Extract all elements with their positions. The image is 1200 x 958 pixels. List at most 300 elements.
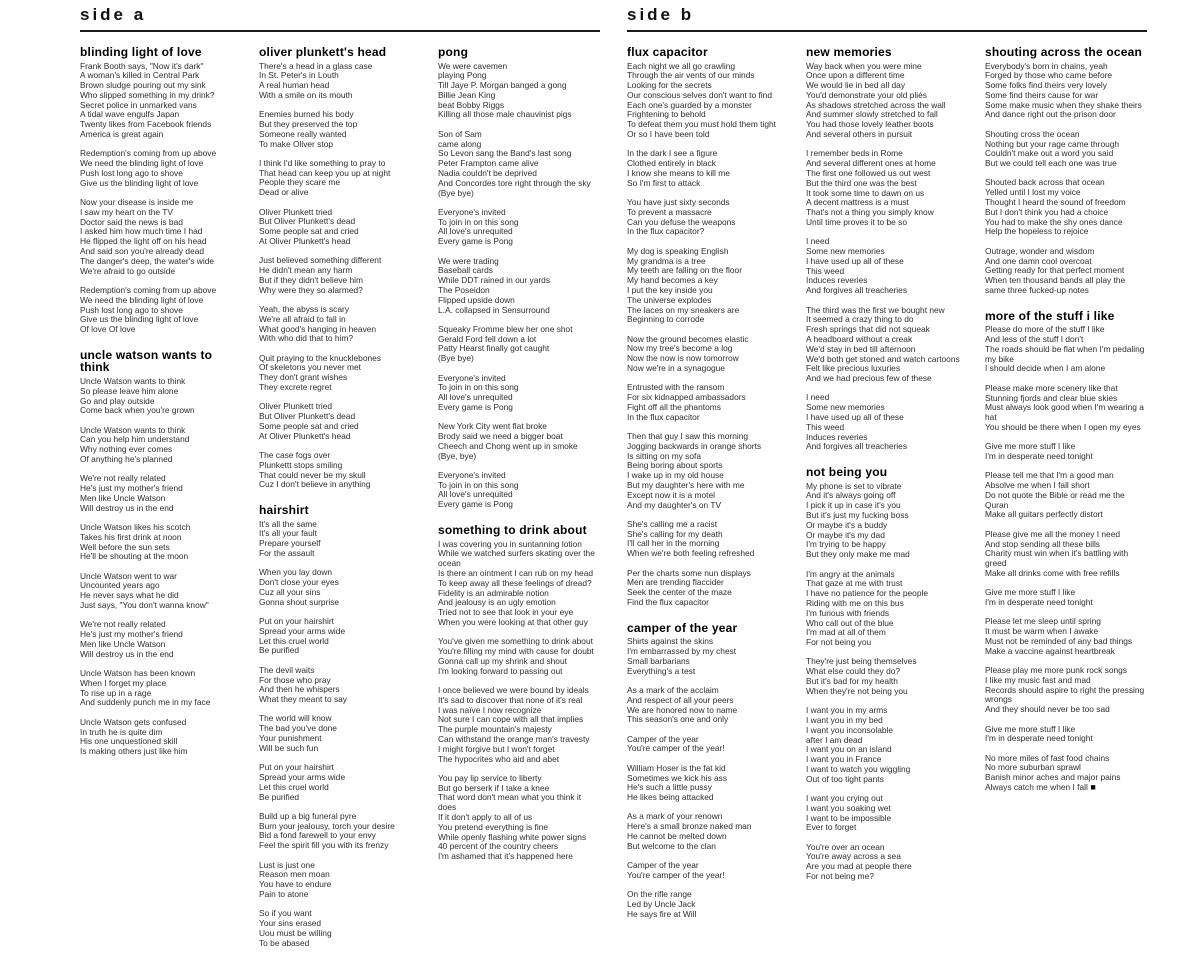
lyric-line: Uncle Watson wants to think: [80, 375, 186, 386]
lyric-stanza: [80, 474, 240, 513]
lyric-line: To join in on this song: [438, 479, 519, 490]
lyric-line: Enemies burned his body: [259, 109, 354, 120]
lyric-line: So Levon sang the Band's last song: [438, 148, 572, 159]
lyric-line: But Oliver Plunkett's dead: [259, 216, 356, 227]
lyric-stanza: [985, 62, 1145, 121]
lyric-line: Pain to atone: [259, 888, 309, 899]
lyric-line: Please tell me that I'm a good man: [985, 470, 1114, 481]
lyric-line: For the assault: [259, 548, 315, 559]
lyric-line: And respect of all your peers: [627, 694, 734, 705]
lyric-line: Bid a fond farewell to your envy: [259, 830, 376, 841]
lyric-line: The Poseidon: [438, 284, 490, 295]
song-title: pong: [438, 45, 469, 59]
lyric-line: And summer slowly stretched to fall: [806, 109, 938, 120]
lyric-line: And one damn cool overcoat: [985, 255, 1092, 266]
lyric-line: They don't grant wishes: [259, 372, 348, 383]
lyric-line: Just says, "You don't wanna know": [80, 600, 209, 611]
lyric-line: The case fogs over: [259, 450, 331, 460]
lyric-line: But welcome to the clan: [627, 840, 716, 851]
lyric-line: Uncle Watson gets confused: [80, 716, 187, 727]
lyric-line: Give me more stuff I like: [985, 587, 1076, 598]
lyric-line: Each night we all go crawling: [627, 60, 736, 71]
lyric-line: 40 percent of the country cheers: [438, 841, 559, 852]
lyric-line: That head can keep you up at night: [259, 167, 391, 178]
lyric-line: I'm angry at the animals: [806, 568, 895, 579]
lyric-line: I'm ashamed that it's happened here: [438, 851, 573, 862]
lyric-stanza: [806, 657, 966, 696]
lyric-line: A real human head: [259, 80, 330, 91]
lyric-stanza: [806, 482, 966, 560]
lyric-line: I think I'd like something to pray to: [259, 157, 386, 168]
lyric-line: As shadows stretched across the wall: [806, 99, 946, 110]
lyric-line: (Bye bye): [438, 353, 474, 364]
lyric-line: Brody said we need a bigger boat: [438, 431, 563, 441]
lyric-line: Of love Of love: [80, 324, 136, 335]
lyric-line: Of skeletons you never met: [259, 362, 361, 373]
lyric-line: Every game is Pong: [438, 236, 513, 247]
lyric-line: It must be warm when I awake: [985, 626, 1099, 637]
lyric-line: Now your disease is inside me: [80, 197, 194, 208]
lyric-line: Or so I have been told: [627, 129, 710, 140]
lyric-line: Make all drinks come with free refills: [985, 567, 1120, 578]
lyric-line: It's sad to discover that none of it's real: [438, 694, 583, 705]
lyric-line: I once believed we were bound by ideals: [438, 684, 589, 695]
lyric-line: You pretend everything is fine: [438, 821, 549, 832]
lyric-stanza: [259, 861, 419, 900]
lyric-line: Here's a small bronze naked man: [627, 821, 752, 832]
lyric-line: To join in on this song: [438, 382, 519, 393]
lyric-line: Couldn't make out a word you said: [985, 148, 1114, 159]
lyric-line: Induces reveries: [806, 275, 868, 286]
lyric-stanza: [438, 686, 598, 764]
lyric-stanza: [259, 256, 419, 295]
song-title: camper of the year: [627, 620, 738, 635]
lyrics-column: [806, 46, 966, 891]
lyric-line: Until time proves it to be so: [806, 216, 908, 227]
lyric-line: Please make more scenery like that: [985, 382, 1118, 393]
lyric-line: We'd both get stoned and watch cartoons: [806, 353, 960, 364]
lyric-line: As a mark of the acclaim: [627, 684, 719, 695]
lyric-line: We'd stay in bed till afternoon: [806, 343, 916, 354]
lyric-line: I want you in my arms: [806, 705, 888, 716]
lyric-line: Patty Hearst finally got caught: [438, 343, 550, 354]
lyric-line: I pick it up in case it's you: [806, 500, 901, 511]
lyric-stanza: [80, 620, 240, 659]
lyric-line: When we're both feeling refreshed: [627, 548, 755, 559]
lyric-line: Per the charts some nun displays: [627, 567, 751, 578]
lyric-line: Stunning fjords and clear blue skies: [985, 392, 1118, 403]
lyric-line: He flipped the light off on his head: [80, 236, 207, 247]
song-title: hairshirt: [259, 503, 309, 518]
lyric-line: Baseball cards: [438, 265, 493, 276]
lyric-line: So if you want: [259, 908, 312, 919]
lyric-line: My phone is set to vibrate: [806, 480, 902, 491]
lyric-line: Nadia couldn't be deprived: [438, 167, 537, 178]
lyric-line: No more miles of fast food chains: [985, 752, 1110, 763]
lyric-line: And said son you're already dead: [80, 246, 205, 257]
lyric-line: beat Bobby Riggs: [438, 99, 505, 110]
lyric-stanza: [80, 198, 240, 276]
lyric-line: In the dark I see a figure: [627, 148, 718, 159]
lyric-line: He's just my mother's friend: [80, 629, 183, 640]
lyric-line: I want you soaking wet: [806, 802, 891, 813]
lyric-line: Is making others just like him: [80, 746, 188, 757]
lyric-line: Redemption's coming from up above: [80, 148, 217, 159]
lyric-stanza: [985, 130, 1145, 169]
lyric-line: So I'm first to attack: [627, 177, 701, 188]
lyric-stanza: [985, 247, 1145, 296]
lyric-stanza: [985, 442, 1145, 462]
lyric-line: I'm trying to be happy: [806, 539, 886, 550]
lyric-line: You're camper of the year!: [627, 869, 725, 880]
lyric-line: Now the now is now tomorrow: [627, 353, 739, 364]
lyric-line: Now the ground becomes elastic: [627, 333, 749, 344]
lyric-line: I want to be impossible: [806, 812, 892, 823]
lyric-stanza: [985, 754, 1145, 793]
lyric-line: I'm embarrassed by my chest: [627, 646, 737, 657]
lyric-line: She's calling for my death: [627, 528, 723, 539]
lyric-line: But we could tell each one was true: [985, 158, 1117, 169]
lyric-line: Cuz I don't believe in anything: [259, 479, 371, 490]
lyric-line: Some new memories: [806, 402, 885, 413]
lyric-line: While DDT rained in our yards: [438, 275, 551, 286]
lyric-line: It's all your fault: [259, 528, 317, 539]
lyric-line: Not sure I can cope with all that implies: [438, 714, 584, 725]
lyric-line: It's all the same: [259, 518, 317, 529]
lyric-line: after I am dead: [806, 734, 863, 745]
song-title: blinding light of love: [80, 45, 202, 59]
lyric-stanza: [985, 617, 1145, 656]
lyric-line: Uncounted years ago: [80, 580, 160, 591]
lyric-line: Now we're in a synagogue: [627, 363, 725, 374]
lyric-line: Every game is Pong: [438, 401, 513, 412]
lyric-line: Be purified: [259, 645, 300, 656]
lyric-line: Push lost long ago to shove: [80, 304, 183, 315]
lyric-line: What they meant to say: [259, 694, 347, 705]
lyric-line: And several different ones at home: [806, 158, 936, 169]
lyric-line: Outrage, wonder and wisdom: [985, 245, 1095, 256]
lyric-line: With who did that to him?: [259, 333, 354, 344]
lyric-line: He never says what he did: [80, 590, 179, 601]
lyric-line: Each one's guarded by a monster: [627, 99, 752, 110]
lyric-line: Will destroy us in the end: [80, 648, 174, 659]
lyric-line: I need: [806, 236, 830, 247]
lyric-line: This season's one and only: [627, 714, 729, 725]
lyric-line: I put the key inside you: [627, 284, 713, 295]
lyric-stanza: [985, 666, 1145, 715]
lyric-line: Way back when you were mine: [806, 60, 922, 71]
lyric-line: You'd demonstrate your old pliés: [806, 89, 927, 100]
lyric-line: Gonna shout surprise: [259, 596, 340, 607]
lyric-stanza: [627, 569, 787, 608]
lyric-stanza: [985, 471, 1145, 520]
lyric-line: The hypocrites who aid and abet: [438, 753, 560, 764]
lyric-line: But it's just my fucking boss: [806, 510, 909, 521]
lyric-line: I'm looking forward to passing out: [438, 665, 563, 676]
lyric-stanza: [806, 843, 966, 882]
lyric-line: You're away across a sea: [806, 851, 901, 862]
lyric-line: Some new memories: [806, 246, 885, 257]
lyric-line: And forgives all treacheries: [806, 285, 908, 296]
lyric-line: Can you help him understand: [80, 434, 190, 445]
lyric-line: Yeah, the abyss is scary: [259, 303, 350, 314]
lyric-line: Fight off all the phantoms: [627, 401, 721, 412]
lyric-line: He's such a little pussy: [627, 782, 712, 793]
lyric-line: For six kidnapped ambassadors: [627, 392, 746, 403]
lyric-line: I'm mad at all of them: [806, 627, 886, 638]
lyric-stanza: [627, 764, 787, 803]
lyric-line: Some people sat and cried: [259, 226, 359, 237]
lyric-line: To be abased: [259, 937, 310, 948]
lyric-line: You had those lovely leather boots: [806, 119, 934, 130]
lyric-line: When ten thousand bands all play the same three fucked-up notes: [985, 275, 1126, 295]
lyric-stanza: [627, 383, 787, 422]
lyric-line: People they scare me: [259, 177, 341, 188]
lyric-stanza: [627, 520, 787, 559]
lyric-line: Are you mad at people there: [806, 861, 912, 872]
lyric-line: And dance right out the prison door: [985, 109, 1116, 120]
lyric-line: Push lost long ago to shove: [80, 167, 183, 178]
lyric-line: Why were they so alarmed?: [259, 284, 363, 295]
end-square-mark: ■: [1087, 782, 1096, 793]
lyric-stanza: [627, 432, 787, 510]
lyric-stanza: [438, 540, 598, 628]
lyric-line: The laces on my sneakers are: [627, 304, 740, 315]
lyric-line: We're not really related: [80, 473, 166, 484]
lyric-line: Fresh springs that did not squeak: [806, 324, 930, 335]
lyric-stanza: [806, 237, 966, 296]
lyric-line: You've given me something to drink about: [438, 636, 593, 647]
lyric-stanza: [259, 159, 419, 198]
lyric-line: Secret police in unmarked vans: [80, 99, 197, 110]
lyric-line: I want you in France: [806, 754, 882, 765]
lyric-line: In St. Peter's in Louth: [259, 70, 339, 81]
lyric-stanza: [259, 110, 419, 149]
lyric-stanza: [80, 718, 240, 757]
lyric-line: Help the hopeless to rejoice: [985, 226, 1089, 237]
lyric-line: Dead or alive: [259, 187, 309, 198]
lyric-stanza: [259, 714, 419, 753]
lyric-line: Lust is just one: [259, 859, 315, 870]
lyric-line: Some make music when they shake theirs: [985, 99, 1142, 110]
lyric-line: And my daughter's on TV: [627, 499, 722, 510]
lyric-line: Till Jaye P. Morgan banged a gong: [438, 80, 567, 91]
lyric-line: Quit praying to the knucklebones: [259, 352, 381, 363]
lyric-line: Men are trending flaccider: [627, 577, 724, 588]
lyric-line: Oliver Plunkett tried: [259, 206, 333, 217]
lyric-stanza: [627, 149, 787, 188]
lyric-line: In the flux capacitor?: [627, 226, 705, 237]
lyric-stanza: [806, 306, 966, 384]
lyric-stanza: [80, 62, 240, 140]
lyric-line: Spread your arms wide: [259, 771, 346, 782]
lyric-line: You had to make the shy ones dance: [985, 216, 1123, 227]
lyric-stanza: [806, 794, 966, 833]
lyric-line: On the rifle range: [627, 889, 692, 900]
lyric-line: Banish minor aches and major pains: [985, 772, 1121, 783]
lyric-stanza: [80, 572, 240, 611]
lyric-stanza: [80, 286, 240, 335]
lyric-line: Don't close your eyes: [259, 577, 339, 588]
lyric-line: I know she means to kill me: [627, 167, 730, 178]
lyric-line: Records should aspire to right the pressing wrongs: [985, 684, 1145, 705]
lyric-line: I have used up all of these: [806, 412, 904, 422]
lyric-line: My dog is speaking English: [627, 245, 729, 256]
lyric-line: This weed: [806, 265, 845, 276]
lyric-line: And we had precious few of these: [806, 373, 932, 384]
lyric-stanza: [259, 354, 419, 393]
lyric-line: Except now it is a motel: [627, 489, 715, 500]
lyric-stanza: [438, 62, 598, 121]
lyric-line: Some find theirs cause for war: [985, 89, 1099, 100]
lyric-line: They're just being themselves: [806, 656, 917, 667]
lyric-line: But it's bad for my health: [806, 676, 898, 687]
lyric-line: Do not quote the Bible or read me the Quran: [985, 489, 1125, 510]
lyric-line: Who slipped something in my drink?: [80, 89, 215, 100]
lyric-line: He's just my mother's friend: [80, 483, 183, 494]
lyric-line: Getting ready for that perfect moment: [985, 265, 1125, 276]
lyric-line: Give me more stuff I like: [985, 723, 1076, 734]
lyric-line: We are honored now to name: [627, 704, 738, 715]
lyric-line: Nothing but your rage came through: [985, 138, 1120, 149]
side-a-section: [80, 5, 600, 958]
lyric-line: When you were looking at that other guy: [438, 616, 588, 627]
lyric-stanza: [806, 62, 966, 140]
lyric-stanza: [438, 257, 598, 316]
lyric-line: While openly flashing white power signs: [438, 831, 587, 842]
lyric-stanza: [627, 62, 787, 140]
lyric-line: Then that guy I saw this morning: [627, 431, 749, 441]
lyric-line: While we watched surfers skating over the ocean: [438, 548, 595, 569]
lyric-line: Burn your jealousy, torch your desire: [259, 820, 395, 831]
lyric-line: I want to watch you wiggling: [806, 763, 911, 774]
lyric-line: Fidelity is an admirable notion: [438, 587, 549, 598]
lyric-line: He says fire at Will: [627, 908, 697, 919]
lyric-line: William Hoser is the fat kid: [627, 762, 726, 773]
lyric-stanza: [259, 568, 419, 607]
lyric-line: But go berserk if I take a knee: [438, 782, 550, 793]
lyric-line: Every game is Pong: [438, 499, 513, 510]
side-a-header-rule: [80, 30, 600, 32]
lyrics-column: [985, 46, 1145, 802]
lyric-line: That could never be my skull: [259, 469, 366, 480]
lyric-line: Uncle Watson has been known: [80, 668, 196, 679]
lyric-line: As a mark of your renown: [627, 811, 723, 822]
lyric-line: That's not a thing you simply know: [806, 207, 934, 218]
lyric-line: Thought I heard the sound of freedom: [985, 197, 1126, 208]
lyric-line: Cheech and Chong went up in smoke: [438, 440, 578, 451]
lyric-stanza: [259, 763, 419, 802]
lyric-line: Uncle Watson likes his scotch: [80, 521, 191, 532]
lyric-stanza: [438, 774, 598, 862]
lyric-stanza: [259, 666, 419, 705]
lyric-line: When they're not being you: [806, 685, 908, 696]
lyric-line: What good's hanging in heaven: [259, 323, 377, 334]
lyric-line: Redemption's coming from up above: [80, 284, 217, 295]
lyric-line: Oliver Plunkett tried: [259, 401, 333, 412]
lyric-line: Doctor said the news is bad: [80, 216, 183, 227]
lyric-line: Everyone's invited: [438, 372, 506, 383]
lyric-line: The first one followed us out west: [806, 167, 931, 178]
lyric-line: I should decide when I am alone: [985, 363, 1106, 374]
lyric-line: And Concordes tore right through the sky: [438, 177, 591, 188]
lyric-line: All love's unrequited: [438, 489, 513, 500]
lyric-line: The universe explodes: [627, 294, 712, 305]
lyric-line: And forgives all treacheries: [806, 441, 908, 452]
lyric-line: A tidal wave engulfs Japan: [80, 109, 180, 120]
lyric-line: Must not be reminded of any bad things: [985, 635, 1133, 646]
lyric-line: (Bye, bye): [438, 450, 477, 461]
lyric-line: Billie Jean King: [438, 89, 496, 100]
lyric-line: Or maybe it's my dad: [806, 529, 885, 540]
lyric-line: Why nothing ever comes: [80, 444, 173, 455]
lyric-line: Men like Uncle Watson: [80, 638, 166, 649]
lyric-line: Looking for the secrets: [627, 80, 712, 91]
lyric-line: Shouting cross the ocean: [985, 128, 1080, 139]
lyric-line: You're filling my mind with cause for doubt: [438, 646, 594, 657]
lyric-stanza: [985, 384, 1145, 433]
lyric-line: But my daughter's here with me: [627, 479, 745, 490]
lyric-line: You should be there when I open my eyes: [985, 421, 1141, 432]
lyric-line: Shouted back across that ocean: [985, 177, 1105, 188]
lyrics-column: [80, 46, 240, 766]
lyric-line: He cannot be melted down: [627, 831, 727, 841]
lyrics-column: [438, 46, 598, 871]
lyric-line: Takes his first drink at noon: [80, 531, 182, 542]
lyric-line: Son of Sam: [438, 128, 482, 139]
lyric-line: Being boring about sports: [627, 460, 723, 471]
lyric-line: (Bye bye): [438, 187, 474, 198]
lyric-line: You pay lip service to liberty: [438, 772, 542, 783]
lyric-line: We're afraid to go outside: [80, 265, 176, 276]
lyric-line: Go and play outside: [80, 395, 155, 406]
song-title: flux capacitor: [627, 45, 708, 59]
lyric-line: I like my music fast and mad: [985, 674, 1091, 685]
lyric-line: Find the flux capacitor: [627, 596, 709, 607]
lyric-line: I want you inconsolable: [806, 724, 894, 735]
lyric-line: At Oliver Plunkett's head: [259, 235, 351, 246]
song-title: shouting across the ocean: [985, 45, 1143, 59]
lyric-stanza: [985, 178, 1145, 237]
lyric-line: Riding with me on this bus: [806, 597, 904, 608]
lyric-line: Everybody's born in chains, yeah: [985, 60, 1108, 71]
lyric-line: Of anything he's planned: [80, 454, 173, 464]
lyric-line: I'm furious with friends: [806, 607, 890, 618]
lyric-stanza: [259, 402, 419, 441]
lyric-line: But I don't think you had a choice: [985, 206, 1109, 217]
lyric-line: Reason men moan: [259, 869, 330, 880]
lyric-line: Jogging backwards in orange shorts: [627, 440, 762, 451]
lyric-line: We need the blinding light of love: [80, 294, 204, 305]
lyric-line: Come back when you're grown: [80, 405, 195, 416]
lyric-line: When I forget my place: [80, 677, 167, 688]
lyric-line: Absolve me when I fall short: [985, 480, 1090, 491]
lyric-stanza: [627, 335, 787, 374]
lyric-line: For not being you: [806, 637, 872, 648]
lyric-line: I want you crying out: [806, 793, 883, 803]
lyric-line: For those who pray: [259, 674, 331, 685]
side-b-columns: [627, 46, 1147, 929]
lyric-stanza: [627, 735, 787, 755]
lyric-line: Shirts against the skins: [627, 636, 714, 647]
lyric-line: Felt like precious luxuries: [806, 363, 901, 374]
lyric-line: Tried not to see that look in your eye: [438, 607, 574, 618]
lyric-line: I asked him how much time I had: [80, 226, 203, 237]
lyric-line: To defeat them you must hold them tight: [627, 119, 776, 130]
lyric-line: Uou must be willing: [259, 927, 332, 938]
lyric-stanza: [438, 637, 598, 676]
lyric-line: Let this cruel world: [259, 635, 329, 646]
